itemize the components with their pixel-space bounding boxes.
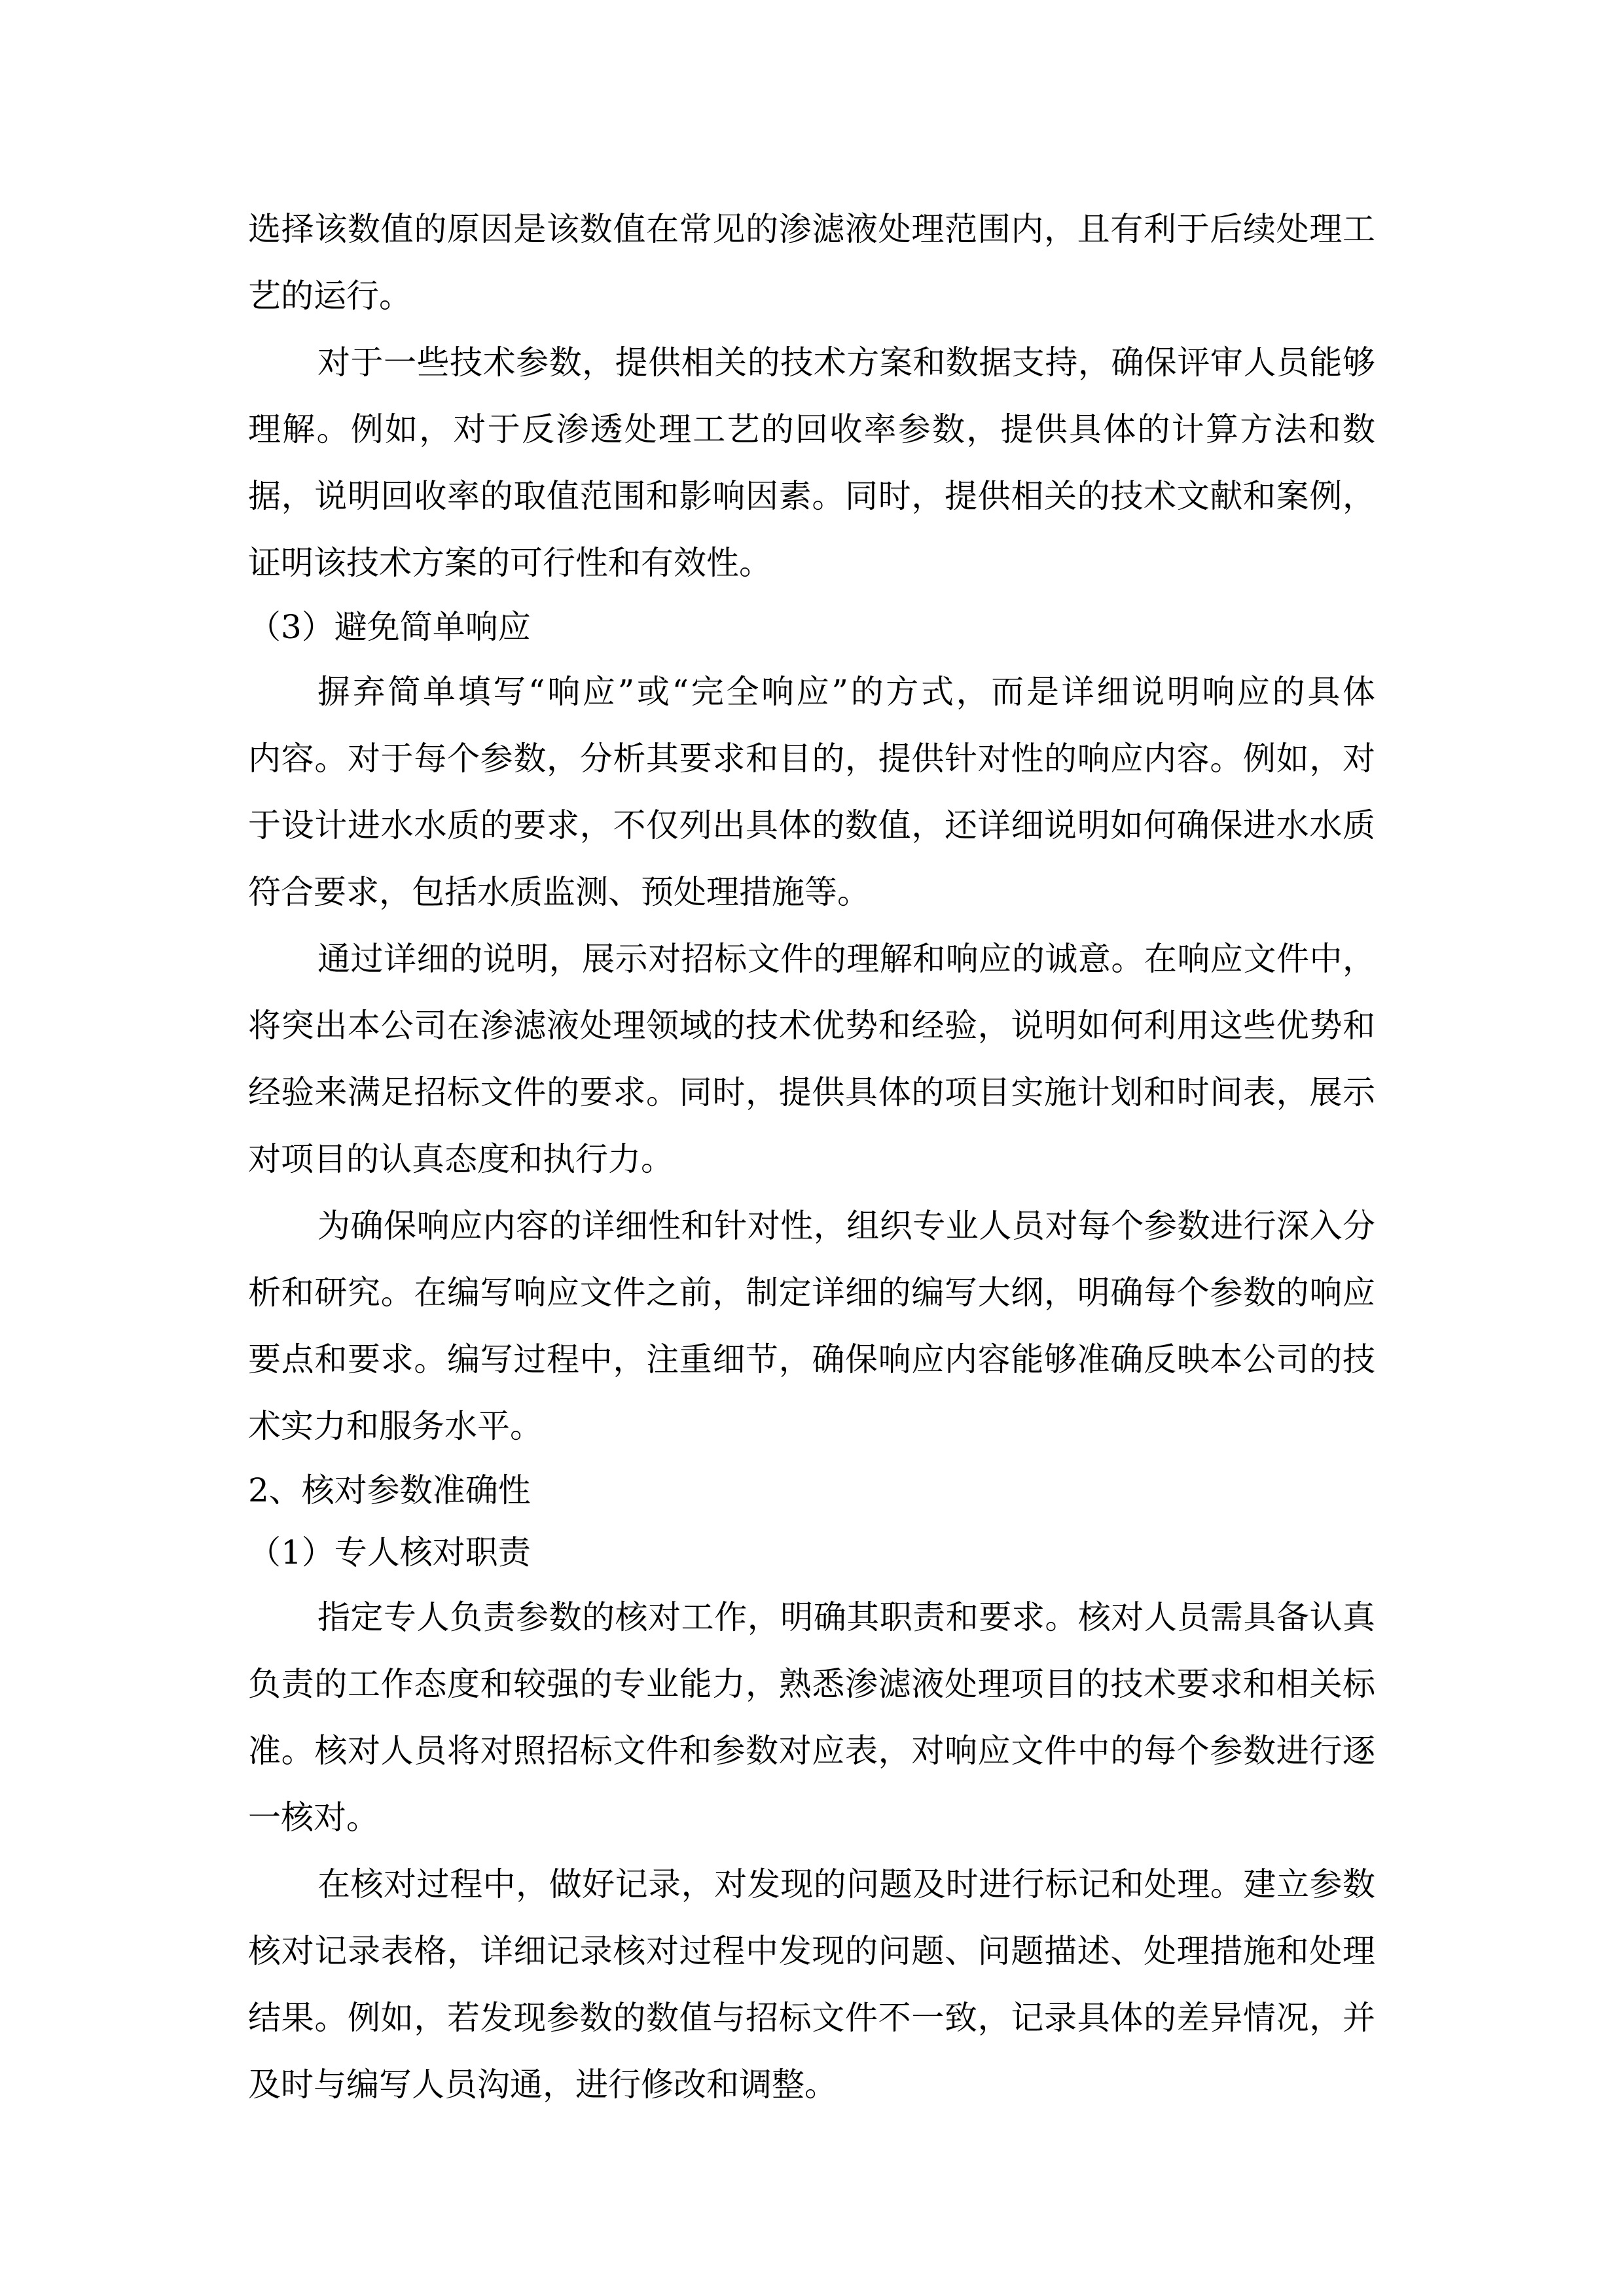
text-line: 准。核对人员将对照招标文件和参数对应表，对响应文件中的每个参数进行逐 — [248, 1732, 1375, 1770]
text-line: 将突出本公司在渗滤液处理领域的技术优势和经验，说明如何利用这些优势和 — [248, 1007, 1375, 1045]
text-line: 及时与编写人员沟通，进行修改和调整。 — [248, 2066, 837, 2104]
text-line: 析和研究。在编写响应文件之前，制定详细的编写大纲，明确每个参数的响应 — [248, 1274, 1375, 1312]
text-line: 选择该数值的原因是该数值在常见的渗滤液处理范围内，且有利于后续处理工 — [248, 210, 1375, 248]
text-line: 术实力和服务水平。 — [248, 1407, 543, 1445]
paragraph — [248, 329, 1375, 596]
document-page — [248, 196, 1375, 2118]
text-line: 对于一些技术参数，提供相关的技术方案和数据支持，确保评审人员能够 — [317, 344, 1375, 382]
text-line: 负责的工作态度和较强的专业能力，熟悉渗滤液处理项目的技术要求和相关标 — [248, 1665, 1375, 1703]
text-line: 证明该技术方案的可行性和有效性。 — [248, 544, 772, 582]
text-line: 艺的运行。 — [248, 277, 412, 315]
paragraph — [248, 1851, 1375, 2118]
text-line: 一核对。 — [248, 1799, 379, 1837]
text-line: 通过详细的说明，展示对招标文件的理解和响应的诚意。在响应文件中， — [317, 940, 1375, 978]
text-line: 在核对过程中，做好记录，对发现的问题及时进行标记和处理。建立参数 — [317, 1865, 1375, 1903]
paragraph — [248, 196, 1375, 329]
text-line: 符合要求，包括水质监测、预处理措施等。 — [248, 873, 870, 911]
text-line: 据，说明回收率的取值范围和影响因素。同时，提供相关的技术文献和案例， — [248, 477, 1375, 515]
text-line: 结果。例如，若发现参数的数值与招标文件不一致，记录具体的差异情况，并 — [248, 1999, 1375, 2037]
paragraph — [248, 658, 1375, 925]
text-line: 内容。对于每个参数，分析其要求和目的，提供针对性的响应内容。例如，对 — [248, 740, 1375, 778]
text-line: 经验来满足招标文件的要求。同时，提供具体的项目实施计划和时间表，展示 — [248, 1073, 1375, 1111]
text-line: 理解。例如，对于反渗透处理工艺的回收率参数，提供具体的计算方法和数 — [248, 410, 1375, 448]
text-line: 要点和要求。编写过程中，注重细节，确保响应内容能够准确反映本公司的技 — [248, 1340, 1375, 1378]
text-line: 对项目的认真态度和执行力。 — [248, 1140, 674, 1178]
paragraph — [248, 1584, 1375, 1851]
section-heading: 2、核对参数准确性 — [248, 1471, 531, 1509]
paragraph — [248, 925, 1375, 1193]
text-line: 摒弃简单填写“响应”或“完全响应”的方式，而是详细说明响应的具体 — [317, 673, 1375, 711]
paragraph — [248, 1193, 1375, 1460]
text-line: 指定专人负责参数的核对工作，明确其职责和要求。核对人员需具备认真 — [317, 1598, 1375, 1636]
section-heading: （3）避免简单响应 — [248, 608, 531, 646]
text-line: 核对记录表格，详细记录核对过程中发现的问题、问题描述、处理措施和处理 — [248, 1932, 1375, 1970]
section-heading: （1）专人核对职责 — [248, 1534, 531, 1571]
text-line: 于设计进水水质的要求，不仅列出具体的数值，还详细说明如何确保进水水质 — [248, 806, 1375, 844]
text-line: 为确保响应内容的详细性和针对性，组织专业人员对每个参数进行深入分 — [317, 1207, 1375, 1245]
